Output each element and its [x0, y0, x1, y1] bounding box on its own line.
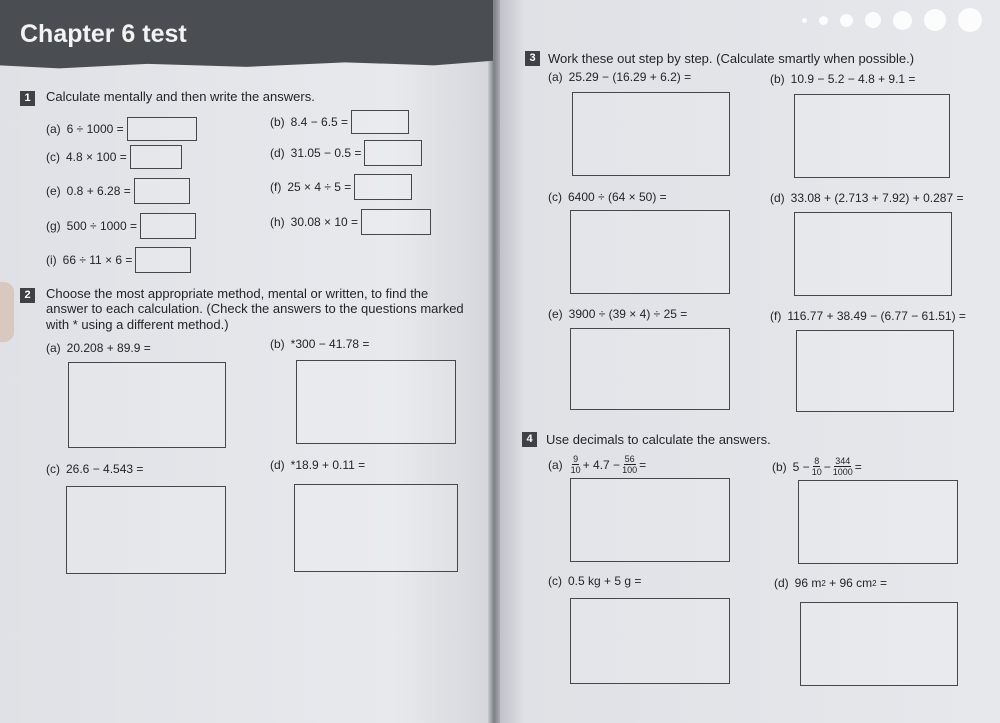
- answer-box[interactable]: [361, 209, 431, 235]
- question-1f: (f) 25 × 4 ÷ 5 =: [270, 174, 412, 200]
- answer-box-3b[interactable]: [794, 94, 950, 178]
- question-1a: (a) 6 ÷ 1000 =: [46, 117, 197, 141]
- answer-box-3c[interactable]: [570, 210, 730, 294]
- chapter-title: Chapter 6 test: [20, 20, 187, 48]
- dot-icon: [802, 18, 807, 23]
- answer-box[interactable]: [140, 213, 196, 239]
- fraction: $\frac{8}{10}$: [811, 456, 822, 477]
- answer-box-4a[interactable]: [570, 478, 730, 562]
- section-2-instruction-line2: answer to each calculation. (Check the answers to the questions marked: [46, 301, 464, 316]
- decorative-dots: [802, 8, 982, 32]
- answer-box-2b[interactable]: [296, 360, 456, 444]
- answer-box-2a[interactable]: [68, 362, 226, 448]
- answer-box-2d[interactable]: [294, 484, 458, 572]
- dot-icon: [865, 12, 881, 28]
- question-3e: (e) 3900 ÷ (39 × 4) ÷ 25 =: [548, 307, 688, 321]
- dot-icon: [893, 11, 912, 30]
- question-2b: (b) *300 − 41.78 =: [270, 337, 370, 351]
- question-1g: (g) 500 ÷ 1000 =: [46, 213, 196, 239]
- dot-icon: [819, 16, 828, 25]
- section-2-instruction-line1: Choose the most appropriate method, mental or written, to find the: [46, 286, 429, 301]
- section-2-instruction-line3: with * using a different method.): [46, 317, 229, 332]
- answer-box-4d[interactable]: [800, 602, 958, 686]
- answer-box[interactable]: [364, 140, 422, 166]
- answer-box[interactable]: [351, 110, 409, 134]
- section-1-instruction: Calculate mentally and then write the answers.: [46, 89, 315, 104]
- section-4-number: 4: [522, 432, 537, 447]
- question-2c: (c) 26.6 − 4.543 =: [46, 462, 144, 476]
- answer-box-3a[interactable]: [572, 92, 730, 176]
- dot-icon: [840, 14, 853, 27]
- answer-box-3e[interactable]: [570, 328, 730, 410]
- answer-box[interactable]: [354, 174, 412, 200]
- answer-box-4b[interactable]: [798, 480, 958, 564]
- answer-box[interactable]: [134, 178, 190, 204]
- answer-box[interactable]: [135, 247, 191, 273]
- fraction: $\frac{56}{100}$: [622, 454, 638, 475]
- section-2-number: 2: [20, 288, 35, 303]
- question-4c: (c) 0.5 kg + 5 g =: [548, 574, 642, 588]
- fraction: $\frac{344}{1000}$: [832, 456, 853, 477]
- answer-box-3d[interactable]: [794, 212, 952, 296]
- dot-icon: [958, 8, 982, 32]
- question-1i: (i) 66 ÷ 11 × 6 =: [46, 247, 191, 273]
- question-1h: (h) 30.08 × 10 =: [270, 209, 431, 235]
- dot-icon: [924, 9, 946, 31]
- question-1e: (e) 0.8 + 6.28 =: [46, 178, 190, 204]
- question-2a: (a) 20.208 + 89.9 =: [46, 341, 151, 355]
- question-1b: (b) 8.4 − 6.5 =: [270, 110, 409, 134]
- answer-box-2c[interactable]: [66, 486, 226, 574]
- section-1-number: 1: [20, 91, 35, 106]
- question-1c: (c) 4.8 × 100 =: [46, 145, 182, 169]
- question-4a: (a) $\frac{9}{10}$ + 4.7 − $\frac{56}{100}$ =: [548, 454, 647, 475]
- question-3b: (b) 10.9 − 5.2 − 4.8 + 9.1 =: [770, 72, 916, 86]
- question-3a: (a) 25.29 − (16.29 + 6.2) =: [548, 70, 692, 84]
- question-1d: (d) 31.05 − 0.5 =: [270, 140, 422, 166]
- thumb: [0, 282, 14, 342]
- question-2d: (d) *18.9 + 0.11 =: [270, 458, 366, 472]
- question-4b: (b) 5 − $\frac{8}{10}$ − $\frac{344}{1000}$ =: [772, 456, 862, 477]
- section-3-number: 3: [525, 51, 540, 66]
- question-3d: (d) 33.08 + (2.713 + 7.92) + 0.287 =: [770, 191, 964, 205]
- answer-box[interactable]: [130, 145, 182, 169]
- answer-box-4c[interactable]: [570, 598, 730, 684]
- question-3f: (f) 116.77 + 38.49 − (6.77 − 61.51) =: [770, 309, 966, 323]
- answer-box-3f[interactable]: [796, 330, 954, 412]
- fraction: $\frac{9}{10}$: [570, 454, 581, 475]
- book-gutter: [488, 0, 500, 723]
- answer-box[interactable]: [127, 117, 197, 141]
- question-4d: (d) 96 m 2 + 96 cm 2 =: [774, 576, 887, 590]
- question-3c: (c) 6400 ÷ (64 × 50) =: [548, 190, 667, 204]
- section-4-instruction: Use decimals to calculate the answers.: [546, 432, 771, 447]
- section-3-instruction: Work these out step by step. (Calculate smartly when possible.): [548, 51, 915, 66]
